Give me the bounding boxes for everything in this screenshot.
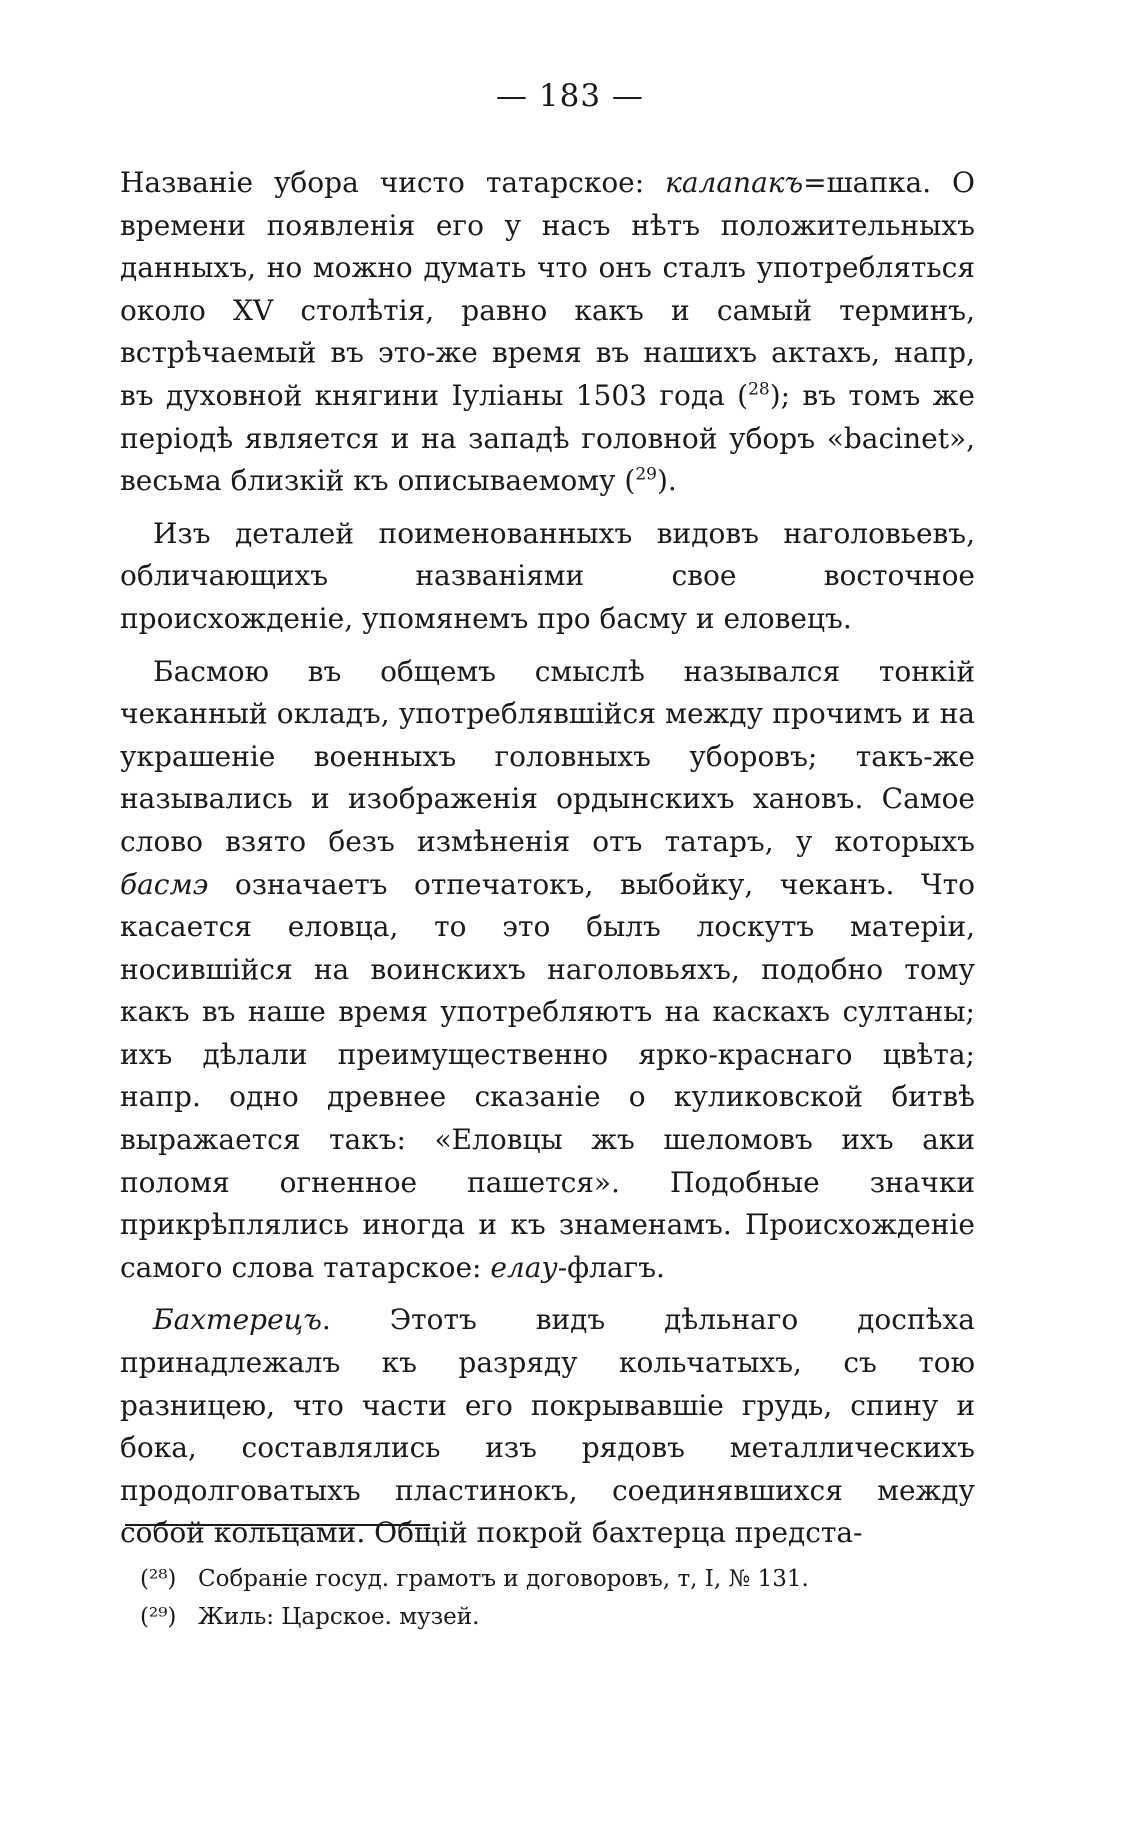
paragraph-details: Изъ деталей поименованныхъ видовъ наголовьевъ, обличающихъ названіями свое восточное происхожденіе, упомянемъ про басму и еловецъ.: [120, 516, 975, 635]
main-text: [120, 162, 975, 1555]
footnote-29: [140, 1598, 970, 1636]
paragraph-text: ).: [656, 464, 677, 498]
paragraph-text: =шапка. О времени появленія его у насъ нѣтъ положительныхъ данныхъ, но можно думать что онъ сталъ употребляться около XV столѣтія, равно какъ и самый терминъ, встрѣчаемый въ это-же время въ нашихъ актахъ, напр, въ духовной княгини Іуліаны 1503 года (: [120, 166, 976, 412]
footnote-mark: (²⁸): [140, 1566, 177, 1592]
paragraph-text: ); въ томъ же періодѣ является и на западѣ головной уборъ «bacinet», весьма близкій къ описываемому (: [120, 378, 975, 498]
paragraph-bakhterets: [120, 1299, 975, 1555]
paragraph-basma: [120, 651, 975, 1290]
footnote-text: Жиль: Царское. музей.: [198, 1604, 480, 1630]
footnote-28: [140, 1560, 970, 1598]
italic-term: елау: [490, 1250, 558, 1284]
footnote-reference: 29: [635, 464, 657, 485]
italic-term: басмэ: [120, 867, 209, 901]
footnote-divider: [125, 1524, 430, 1526]
paragraph-text: . Этотъ видъ дѣльнаго доспѣха принадлежалъ къ разряду кольчатыхъ, съ тою разницею, что части его покрывавшіе грудь, спину и бока, составлялись изъ рядовъ металлическихъ продолговатыхъ пластинокъ, соединявшихся между собой кольцами. Общій покрой бахтерца предста-: [120, 1303, 975, 1550]
paragraph-text: -флагъ.: [557, 1250, 665, 1284]
footnote-reference: 28: [748, 379, 770, 400]
page-number: — 183 —: [496, 78, 644, 114]
paragraph-text: Басмою въ общемъ смыслѣ назывался тонкій чеканный окладъ, употреблявшійся между прочимъ и на украшеніе военныхъ головныхъ уборовъ; такъ-же назывались и изображенія ордынскихъ хановъ. Самое слово взято безъ измѣненія отъ татаръ, у которыхъ: [120, 654, 975, 858]
footnote-text: Собраніе госуд. грамотъ и договоровъ, т, I, № 131.: [198, 1566, 809, 1592]
paragraph-kalapak: [120, 162, 975, 503]
paragraph-text: означаетъ отпечатокъ, выбойку, чеканъ. Что касается еловца, то это былъ лоскутъ матеріи, носившійся на воинскихъ наголовьяхъ, подобно тому какъ въ наше время употребляютъ на каскахъ султаны; ихъ дѣлали преимущественно ярко-краснаго цвѣта; напр. одно древнее сказаніе о куликовской битвѣ выражается такъ: «Еловцы жъ шеломовъ ихъ аки поломя огненное пашется». Подобные значки прикрѣплялись иногда и къ знаменамъ. Происхожденіе самого слова татарское:: [120, 867, 975, 1284]
paragraph-text: Названіе убора чисто татарское:: [120, 166, 666, 199]
italic-term: калапакъ: [665, 166, 804, 199]
italic-term: Бахтерецъ: [153, 1303, 322, 1337]
footnote-mark: (²⁹): [140, 1604, 177, 1630]
footnotes: [140, 1560, 970, 1636]
